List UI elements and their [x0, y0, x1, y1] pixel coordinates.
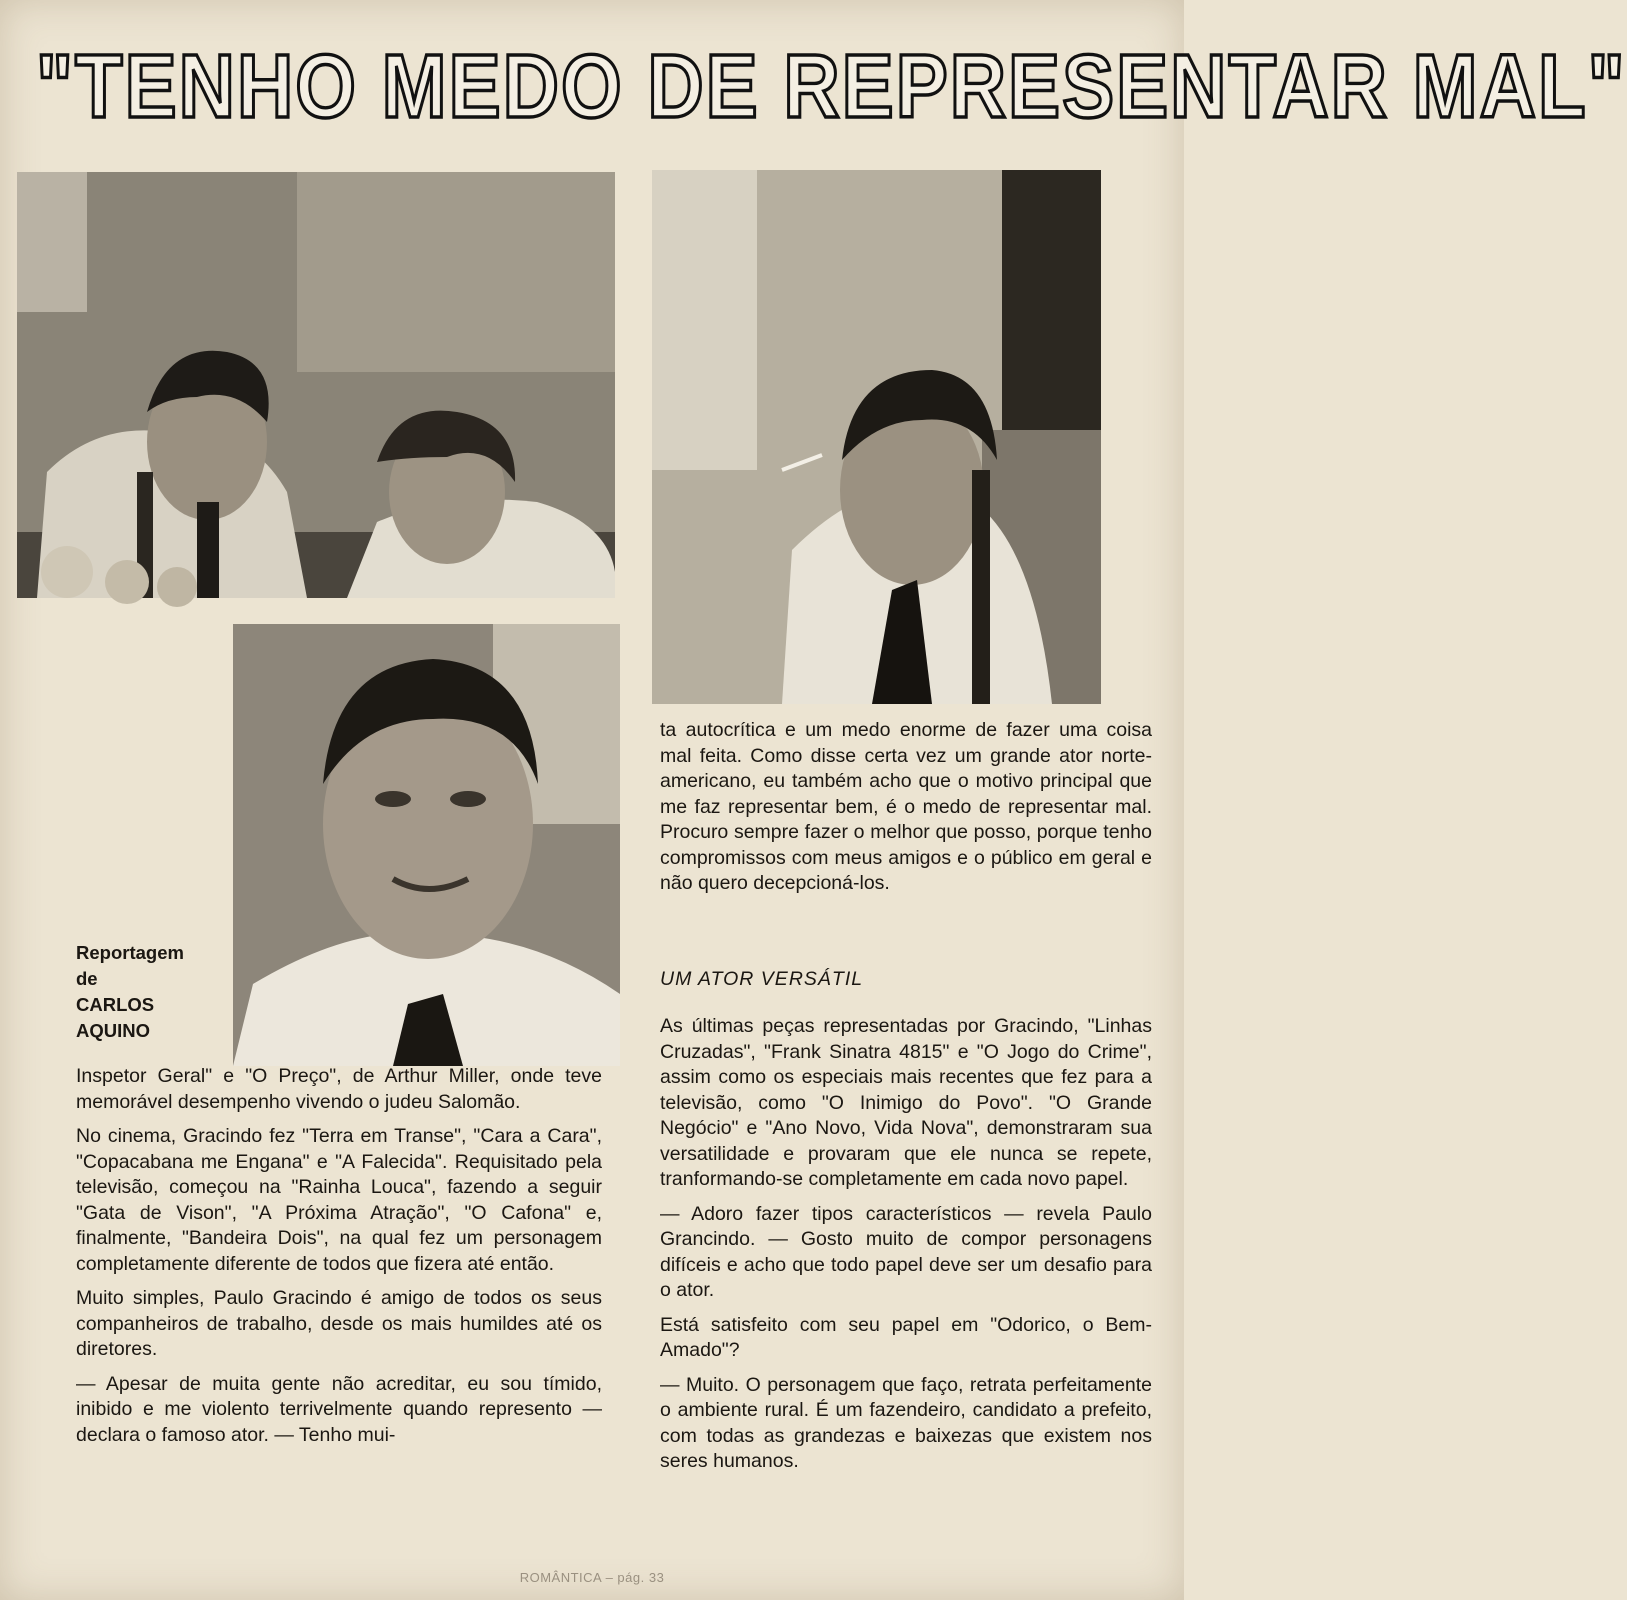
right-column-top	[660, 718, 1152, 906]
paragraph: Está satisfeito com seu papel em "Odorico, o Bem-Amado"?	[660, 1313, 1152, 1361]
paragraph: — Adoro fazer tipos característicos — revela Paulo Grancindo. — Gosto muito de compor personagens difíceis e acho que todo papel deve ser um desafio para o ator.	[660, 1202, 1152, 1301]
paragraph: No cinema, Gracindo fez "Terra em Transe", "Cara a Cara", "Copacabana me Engana" e "A Falecida". Requisitado pela televisão, começou na "Rainha Louca", fazendo a seguir "Gata de Vison", "A Próxima Atração", "O Cafona" e, finalmente, "Bandeira Dois", na qual fez um personagem completamente diferente de todos que fizera até então.	[76, 1125, 602, 1275]
headline: "TENHO MEDO DE REPRESENTAR MAL"	[36, 35, 1627, 137]
byline-line: de	[76, 968, 98, 989]
right-column-bottom	[660, 1014, 1152, 1484]
left-column	[76, 1064, 602, 1457]
photo-two-men-at-table	[17, 172, 615, 598]
page-footer: ROMÂNTICA – pág. 33	[519, 1570, 665, 1585]
photo-man-with-cigarette	[652, 170, 1101, 704]
paragraph: — Muito. O personagem que faço, retrata perfeitamente o ambiente rural. É um fazendeiro, candidato a prefeito, com todas as grandezas e baixezas que existem nos seres humanos.	[660, 1373, 1152, 1472]
paragraph: — Apesar de muita gente não acreditar, eu sou tímido, inibido e me violento terrivelmente quando represento — declara o famoso ator. — Tenho mui-	[76, 1372, 602, 1446]
paragraph: ta autocrítica e um medo enorme de fazer uma coisa mal feita. Como disse certa vez um grande ator norte-americano, eu também acho que o motivo principal que me faz representar bem, é o medo de representar mal. Procuro sempre fazer o melhor que posso, porque tenho compromissos com meus amigos e o público em geral e não quero decepcioná-los.	[660, 719, 1152, 894]
byline-line: CARLOS	[76, 994, 155, 1015]
section-subhead: UM ATOR VERSÁTIL	[660, 968, 864, 990]
byline-line: Reportagem	[76, 942, 184, 963]
paragraph: Inspetor Geral" e "O Preço", de Arthur Miller, onde teve memorável desempenho vivendo o judeu Salomão.	[76, 1065, 602, 1113]
paragraph: Muito simples, Paulo Gracindo é amigo de todos os seus companheiros de trabalho, desde os mais humildes até os diretores.	[76, 1287, 602, 1360]
byline	[76, 940, 226, 1044]
byline-line: AQUINO	[76, 1020, 150, 1041]
photo-portrait-paulo-gracindo	[233, 624, 620, 1066]
paragraph: As últimas peças representadas por Gracindo, "Linhas Cruzadas", "Frank Sinatra 4815" e "O Jogo do Crime", assim como os especiais mais recentes que fez para a televisão, como "O Inimigo do Povo". "O Grande Negócio" e "Ano Novo, Vida Nova", demonstraram sua versatilidade e provaram que ele nunca se repete, tranformando-se completamente em cada novo papel.	[660, 1015, 1152, 1190]
